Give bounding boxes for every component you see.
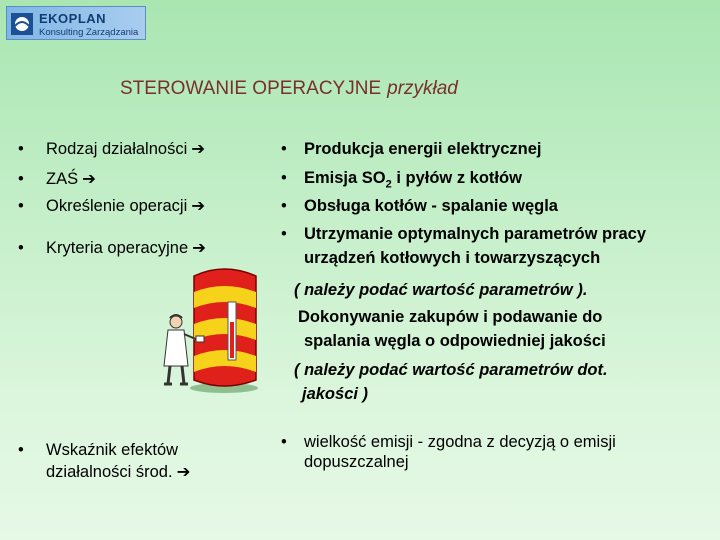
- right-item-criteria-line-5: spalania węgla o odpowiedniej jakości: [304, 332, 606, 350]
- right-item-criteria-line-4: Dokonywanie zakupów i podawanie do: [298, 308, 603, 326]
- right-item-criteria-line-7: jakości ): [302, 385, 369, 403]
- left-item-zas: ZAŚ ➔: [46, 170, 96, 188]
- right-item-criteria-line-6: ( należy podać wartość parametrów dot.: [294, 361, 608, 379]
- scientist-tank-illustration: [162, 262, 262, 394]
- right-item-criteria-line-2: urządzeń kotłowych i towarzyszących: [304, 249, 601, 267]
- arrow-right-icon: ➔: [191, 197, 206, 215]
- ekoplan-logo-icon: [11, 13, 33, 35]
- bullet: •: [281, 140, 287, 158]
- bullet: •: [18, 170, 24, 188]
- left-indicator-line-1: Wskaźnik efektów: [46, 441, 179, 459]
- bullet: •: [18, 239, 24, 257]
- slide-title-emphasis: przykład: [387, 78, 458, 99]
- bullet: •: [281, 225, 287, 243]
- company-logo: [6, 6, 146, 40]
- bullet: •: [18, 140, 24, 158]
- right-item-operation: Obsługa kotłów - spalanie węgla: [304, 197, 558, 215]
- slide-title-main: STEROWANIE OPERACYJNE: [120, 78, 382, 99]
- bullet: •: [281, 169, 287, 187]
- arrow-right-icon: ➔: [82, 170, 96, 188]
- bullet: •: [18, 197, 24, 215]
- left-item-activity: Rodzaj działalności ➔: [46, 140, 206, 158]
- right-item-criteria-line-3: ( należy podać wartość parametrów ).: [294, 281, 588, 299]
- left-item-operation: Określenie operacji ➔: [46, 197, 206, 215]
- arrow-right-icon: ➔: [192, 239, 206, 257]
- left-item-criteria: Kryteria operacyjne ➔: [46, 239, 206, 257]
- right-indicator-line-1: wielkość emisji - zgodna z decyzją o emisji: [304, 433, 616, 451]
- logo-name: EKOPLAN: [39, 11, 107, 26]
- bullet: •: [281, 433, 287, 451]
- bullet: •: [281, 197, 287, 215]
- right-item-criteria-line-1: Utrzymanie optymalnych parametrów pracy: [304, 225, 647, 243]
- right-item-production: Produkcja energii elektrycznej: [304, 140, 542, 158]
- logo-subtitle: Konsulting Zarządzania: [39, 27, 139, 38]
- right-indicator-line-2: dopuszczalnej: [304, 453, 409, 471]
- bullet: •: [18, 441, 24, 459]
- arrow-right-icon: ➔: [176, 463, 191, 481]
- left-indicator-line-2: działalności środ. ➔: [46, 463, 191, 481]
- arrow-right-icon: ➔: [191, 140, 206, 158]
- right-item-emission: Emisja $SO_2$ i pyłów z kotłów: [304, 169, 522, 191]
- slide-title: [120, 78, 458, 100]
